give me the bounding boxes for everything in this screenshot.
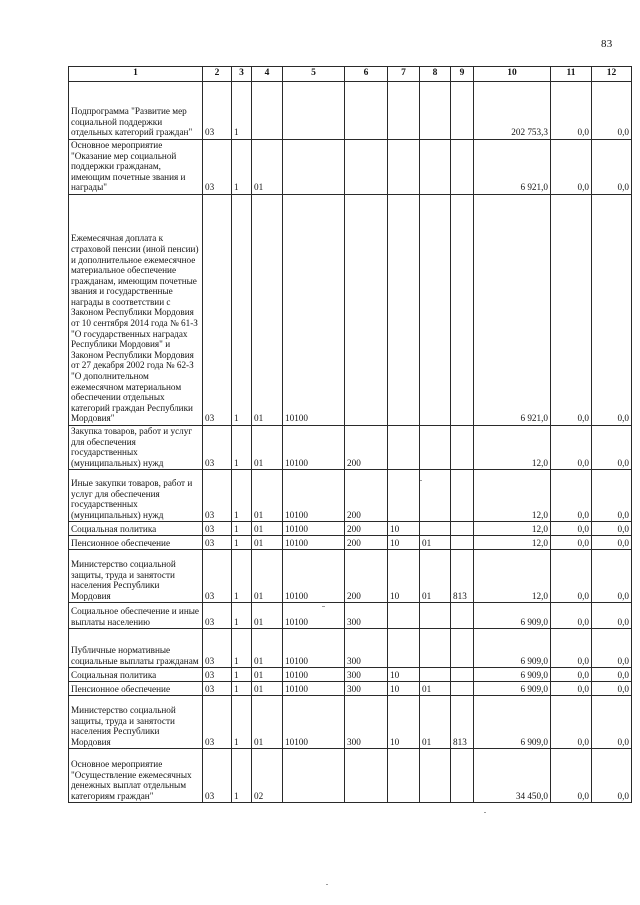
table-cell: 6 909,0 <box>474 682 551 696</box>
table-cell <box>388 426 420 470</box>
table-cell <box>345 82 388 140</box>
row-description-cell: Министерство социальной защиты, труда и занятости населения Республики Мордовия <box>69 550 203 603</box>
table-cell <box>420 668 451 682</box>
table-cell: 0,0 <box>551 749 592 803</box>
table-cell: 0,0 <box>551 682 592 696</box>
table-row <box>69 629 632 668</box>
table-row <box>69 536 632 550</box>
table-cell: 01 <box>252 470 283 522</box>
row-description-cell: Социальная политика <box>69 668 203 682</box>
column-header: 11 <box>551 67 592 82</box>
table-cell <box>252 82 283 140</box>
table-cell: 300 <box>345 668 388 682</box>
table-cell: 6 921,0 <box>474 140 551 195</box>
table-cell <box>420 470 451 522</box>
table-cell <box>451 195 474 426</box>
table-row <box>69 550 632 603</box>
table-cell: 1 <box>232 426 252 470</box>
table-cell <box>283 749 345 803</box>
table-cell: 03 <box>203 426 232 470</box>
table-cell: 01 <box>252 668 283 682</box>
column-header: 10 <box>474 67 551 82</box>
table-cell: 10 <box>388 550 420 603</box>
table-cell <box>420 82 451 140</box>
table-cell: 03 <box>203 696 232 749</box>
table-cell: 12,0 <box>474 426 551 470</box>
table-cell: 12,0 <box>474 550 551 603</box>
row-description-cell: Публичные нормативные социальные выплаты гражданам <box>69 629 203 668</box>
table-row <box>69 470 632 522</box>
table-cell: 0,0 <box>551 426 592 470</box>
table-cell: 1 <box>232 536 252 550</box>
table-cell: 03 <box>203 522 232 536</box>
table-cell: 01 <box>252 603 283 629</box>
table-row <box>69 668 632 682</box>
table-cell: 202 753,3 <box>474 82 551 140</box>
table-row <box>69 696 632 749</box>
row-description-cell: Закупка товаров, работ и услуг для обеспечения государственных (муниципальных) нужд <box>69 426 203 470</box>
table-cell: 01 <box>420 696 451 749</box>
table-cell: 01 <box>252 522 283 536</box>
table-cell: 0,0 <box>592 426 632 470</box>
table-cell: 300 <box>345 682 388 696</box>
page-number: 83 <box>601 38 613 50</box>
table-cell: 0,0 <box>551 696 592 749</box>
table-cell: 02 <box>252 749 283 803</box>
row-description-cell: Социальная политика <box>69 522 203 536</box>
table-header-row <box>69 67 632 82</box>
table-cell: 03 <box>203 550 232 603</box>
column-header: 3 <box>232 67 252 82</box>
table-cell <box>451 470 474 522</box>
table-cell: 03 <box>203 603 232 629</box>
table-cell: 0,0 <box>592 629 632 668</box>
column-header: 4 <box>252 67 283 82</box>
table-cell: 0,0 <box>551 195 592 426</box>
table-cell: 10 <box>388 522 420 536</box>
table-cell <box>388 470 420 522</box>
table-cell: 1 <box>232 668 252 682</box>
row-description-cell: Социальное обеспечение и иные выплаты населению <box>69 603 203 629</box>
table-cell: 0,0 <box>551 82 592 140</box>
table-cell: 0,0 <box>592 195 632 426</box>
table-cell: 10100 <box>283 550 345 603</box>
table-cell: 200 <box>345 470 388 522</box>
table-cell: 0,0 <box>592 522 632 536</box>
row-description-cell: Пенсионное обеспечение <box>69 682 203 696</box>
table-cell: 10100 <box>283 195 345 426</box>
table-cell: 0,0 <box>592 682 632 696</box>
table-cell: 0,0 <box>592 603 632 629</box>
table-cell: 0,0 <box>551 550 592 603</box>
table-cell: 0,0 <box>592 749 632 803</box>
table-cell: 0,0 <box>592 696 632 749</box>
table-cell: 10100 <box>283 682 345 696</box>
table-cell <box>451 749 474 803</box>
table-cell <box>420 195 451 426</box>
table-row <box>69 682 632 696</box>
table-cell: 300 <box>345 696 388 749</box>
table-cell: 200 <box>345 426 388 470</box>
budget-table <box>68 66 632 803</box>
scan-speck <box>326 884 328 885</box>
row-description-cell: Подпрограмма "Развитие мер социальной поддержки отдельных категорий граждан" <box>69 82 203 140</box>
table-cell: 200 <box>345 550 388 603</box>
table-cell <box>451 603 474 629</box>
column-header: 9 <box>451 67 474 82</box>
table-cell: 12,0 <box>474 470 551 522</box>
table-cell: 01 <box>252 629 283 668</box>
table-cell: 0,0 <box>592 140 632 195</box>
table-cell: 34 450,0 <box>474 749 551 803</box>
table-cell: 01 <box>420 550 451 603</box>
table-cell: 01 <box>252 536 283 550</box>
table-cell <box>345 140 388 195</box>
table-cell <box>451 82 474 140</box>
table-cell: 1 <box>232 82 252 140</box>
table-cell <box>451 629 474 668</box>
table-cell: 03 <box>203 140 232 195</box>
table-cell <box>451 522 474 536</box>
table-cell: 12,0 <box>474 536 551 550</box>
table-cell <box>388 749 420 803</box>
table-row <box>69 82 632 140</box>
row-description-cell: Основное мероприятие "Оказание мер социальной поддержки гражданам, имеющим почетные звания и награды" <box>69 140 203 195</box>
table-cell <box>420 749 451 803</box>
scan-speck <box>322 606 325 607</box>
table-cell: 0,0 <box>592 668 632 682</box>
table-cell: 01 <box>252 140 283 195</box>
table-cell: 300 <box>345 629 388 668</box>
table-cell <box>420 522 451 536</box>
table-cell: 10100 <box>283 536 345 550</box>
table-cell <box>345 749 388 803</box>
column-header: 12 <box>592 67 632 82</box>
table-cell <box>345 195 388 426</box>
table-cell: 1 <box>232 522 252 536</box>
table-cell: 813 <box>451 550 474 603</box>
table-cell <box>420 140 451 195</box>
column-header: 2 <box>203 67 232 82</box>
table-cell: 10100 <box>283 668 345 682</box>
table-cell: 03 <box>203 749 232 803</box>
table-cell: 0,0 <box>551 522 592 536</box>
table-cell: 01 <box>420 536 451 550</box>
table-cell: 03 <box>203 536 232 550</box>
table-cell: 6 909,0 <box>474 629 551 668</box>
table-row <box>69 522 632 536</box>
table-cell: 1 <box>232 749 252 803</box>
row-description-cell: Основное мероприятие "Осуществление ежемесячных денежных выплат отдельным категориям граждан" <box>69 749 203 803</box>
table-row <box>69 749 632 803</box>
table-cell: 10100 <box>283 522 345 536</box>
table-cell: 03 <box>203 668 232 682</box>
table-cell: 10100 <box>283 696 345 749</box>
table-cell: 0,0 <box>592 536 632 550</box>
column-header: 1 <box>69 67 203 82</box>
table-cell <box>451 536 474 550</box>
table-cell <box>420 629 451 668</box>
column-header: 8 <box>420 67 451 82</box>
table-cell: 10 <box>388 536 420 550</box>
table-cell: 1 <box>232 195 252 426</box>
table-cell <box>451 668 474 682</box>
table-cell <box>420 426 451 470</box>
table-row <box>69 195 632 426</box>
table-cell: 0,0 <box>551 140 592 195</box>
table-cell: 0,0 <box>592 82 632 140</box>
table-cell: 0,0 <box>551 536 592 550</box>
table-cell <box>283 140 345 195</box>
table-cell <box>388 140 420 195</box>
table-cell <box>388 629 420 668</box>
table-cell: 03 <box>203 682 232 696</box>
scan-speck <box>420 480 422 481</box>
scan-speck <box>484 812 486 813</box>
row-description-cell: Иные закупки товаров, работ и услуг для обеспечения государственных (муниципальных) нужд <box>69 470 203 522</box>
table-cell: 10 <box>388 682 420 696</box>
table-cell <box>451 426 474 470</box>
table-cell: 03 <box>203 629 232 668</box>
table-cell <box>388 82 420 140</box>
table-cell: 01 <box>252 696 283 749</box>
table-cell: 0,0 <box>551 603 592 629</box>
table-cell: 0,0 <box>592 470 632 522</box>
table-cell: 01 <box>252 195 283 426</box>
column-header: 5 <box>283 67 345 82</box>
table-cell: 1 <box>232 140 252 195</box>
table-row <box>69 426 632 470</box>
table-row <box>69 140 632 195</box>
table-cell: 03 <box>203 195 232 426</box>
table-cell: 0,0 <box>592 550 632 603</box>
table-cell: 10 <box>388 668 420 682</box>
table-cell <box>388 195 420 426</box>
table-cell: 6 909,0 <box>474 668 551 682</box>
table-cell: 10 <box>388 696 420 749</box>
table-cell: 6 909,0 <box>474 696 551 749</box>
column-header: 6 <box>345 67 388 82</box>
row-description-cell: Министерство социальной защиты, труда и занятости населения Республики Мордовия <box>69 696 203 749</box>
table-cell <box>420 603 451 629</box>
table-cell: 0,0 <box>551 668 592 682</box>
table-cell: 01 <box>252 426 283 470</box>
table-cell <box>388 603 420 629</box>
table-cell: 03 <box>203 470 232 522</box>
table-cell <box>283 82 345 140</box>
column-header: 7 <box>388 67 420 82</box>
table-cell: 03 <box>203 82 232 140</box>
table-cell: 1 <box>232 603 252 629</box>
table-cell: 200 <box>345 536 388 550</box>
table-cell: 10100 <box>283 629 345 668</box>
row-description-cell: Пенсионное обеспечение <box>69 536 203 550</box>
table-cell: 10100 <box>283 470 345 522</box>
table-cell: 200 <box>345 522 388 536</box>
table-cell: 300 <box>345 603 388 629</box>
table-cell <box>451 682 474 696</box>
table-cell: 12,0 <box>474 522 551 536</box>
table-cell: 1 <box>232 682 252 696</box>
table-cell: 6 909,0 <box>474 603 551 629</box>
table-row <box>69 603 632 629</box>
table-cell: 1 <box>232 470 252 522</box>
table-cell: 1 <box>232 696 252 749</box>
table-cell: 1 <box>232 550 252 603</box>
table-cell: 01 <box>252 550 283 603</box>
table-cell: 10100 <box>283 426 345 470</box>
table-cell: 1 <box>232 629 252 668</box>
table-cell: 813 <box>451 696 474 749</box>
table-cell: 6 921,0 <box>474 195 551 426</box>
row-description-cell: Ежемесячная доплата к страховой пенсии (иной пенсии) и дополнительное ежемесячное материальное обеспечение гражданам, имеющим почетные звания и государственные награды в соответствии с Законом Республики Мордовия от 10 сентября 2014 года № 61-З "О государственных наградах Республики Мордовия" и Законом Республики Мордовия от 27 декабря 2002 года № 62-З "О дополнительном ежемесячном материальном обеспечении отдельных категорий граждан Республики Мордовия" <box>69 195 203 426</box>
table-cell: 10100 <box>283 603 345 629</box>
table-cell: 0,0 <box>551 629 592 668</box>
table-cell: 01 <box>252 682 283 696</box>
table-cell: 0,0 <box>551 470 592 522</box>
table-cell: 01 <box>420 682 451 696</box>
table-body <box>69 82 632 803</box>
table-cell <box>451 140 474 195</box>
